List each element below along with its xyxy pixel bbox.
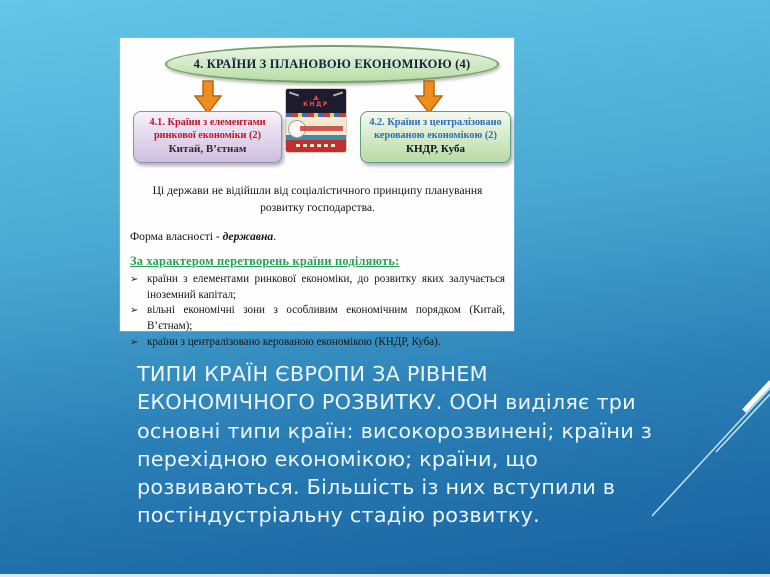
- list-heading: За характером перетворень країни поділяють:: [130, 253, 400, 268]
- bullet-text: країни з елементами ринкової економіки, до розвитку яких залучається іноземний капітал;: [147, 272, 505, 301]
- bullet-item: [130, 303, 505, 335]
- diagram-text-block: [130, 182, 505, 351]
- node-centralized-economy: [360, 111, 511, 163]
- poster-footer-text-marks: [296, 144, 336, 147]
- arrow-bullet-icon: ➢: [130, 273, 139, 285]
- poster-label: КНДР: [303, 100, 329, 108]
- ownership-suffix: .: [273, 229, 277, 243]
- wing-decoration-right: [333, 92, 343, 97]
- note-paragraph: Ці держави не відійшли від соціалістичного принципу планування розвитку господарства.: [152, 184, 483, 215]
- ownership-line: [130, 230, 505, 243]
- node-left-countries: Китай, В’єтнам: [168, 143, 247, 156]
- bullet-item: [130, 272, 505, 304]
- slide-caption: ТИПИ КРАЇН ЄВРОПИ ЗА РІВНЕМ ЕКОНОМІЧНОГО РОЗВИТКУ. ООН виділяє три основні типи країн: високорозвинені; країни з перехідною економікою; країни, що розвиваються. Більшість із них вступили в постіндустріальну стадію розвитку.: [137, 362, 652, 528]
- diagram-panel: [120, 38, 514, 348]
- poster-footer: [286, 140, 346, 152]
- arrow-bullet-icon: ➢: [130, 336, 139, 348]
- bullet-list: [130, 272, 505, 351]
- bullet-item: [130, 335, 505, 351]
- poster-illustration: [286, 117, 346, 135]
- down-arrow-right-icon: [415, 80, 443, 114]
- bullet-text: вільні економічні зони з особливим економічним порядком (Китай, В’єтнам);: [147, 304, 505, 333]
- red-star-icon: [313, 95, 319, 100]
- node-right-heading: 4.2. Країни з централізовано керованою економікою (2): [369, 116, 502, 141]
- diagram-title-shape: [165, 45, 499, 83]
- bullet-text: країни з централізовано керованою економікою (КНДР, Куба).: [147, 335, 441, 348]
- poster-header: [286, 89, 346, 113]
- node-market-economy-elements: [133, 111, 282, 163]
- kndr-poster-image: [285, 88, 347, 153]
- diagram-title: 4. КРАЇНИ З ПЛАНОВОЮ ЕКОНОМІКОЮ (4): [193, 56, 471, 71]
- node-left-heading: 4.1. Країни з елементами ринкової економіки (2): [149, 116, 266, 141]
- down-arrow-left-icon: [194, 80, 222, 114]
- arrow-bullet-icon: ➢: [130, 305, 139, 317]
- ownership-prefix: Форма власності -: [130, 229, 223, 243]
- ownership-value: державна: [222, 229, 274, 243]
- node-right-countries: КНДР, Куба: [405, 143, 465, 156]
- poster-red-banner: [300, 126, 343, 131]
- wing-decoration-left: [289, 92, 299, 97]
